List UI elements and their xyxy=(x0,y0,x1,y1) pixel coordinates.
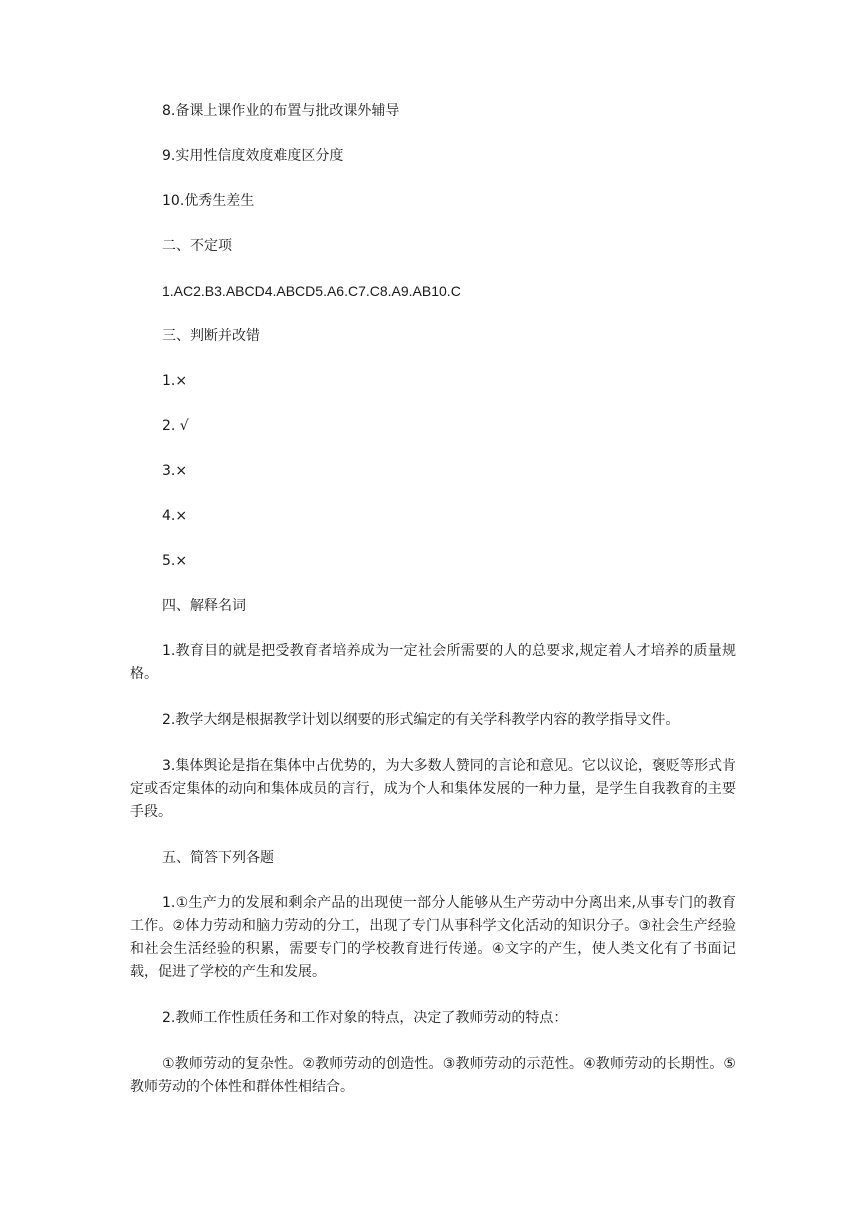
definition-1: 1.教育目的就是把受教育者培养成为一定社会所需要的人的总要求,规定着人才培养的质量规格。 xyxy=(130,643,736,682)
short-answer-2-detail: ①教师劳动的复杂性。②教师劳动的创造性。③教师劳动的示范性。④教师劳动的长期性。⑤教师劳动的个体性和群体性相结合。 xyxy=(130,1056,736,1095)
definition-3: 3.集体舆论是指在集体中占优势的，为大多数人赞同的言论和意见。它以议论，褒贬等形式肯定或否定集体的动向和集体成员的言行，成为个人和集体发展的一种力量，是学生自我教育的主要手段。 xyxy=(130,758,736,820)
short-answer-1: 1.①生产力的发展和剩余产品的出现使一部分人能够从生产劳动中分离出来,从事专门的教育工作。②体力劳动和脑力劳动的分工，出现了专门从事科学文化活动的知识分子。③社会生产经验和社会生活经验的积累，需要专门的学校教育进行传递。④文字的产生，使人类文化有了书面记载，促进了学校的产生和发展。 xyxy=(130,895,736,980)
answer-line-8: 8.备课上课作业的布置与批改课外辅导 xyxy=(162,103,400,119)
document-body xyxy=(130,100,736,1122)
judgment-answer-2: 2. √ xyxy=(162,418,189,434)
answer-line-9: 9.实用性信度效度难度区分度 xyxy=(162,148,344,164)
section-heading-2: 二、不定项 xyxy=(162,238,232,254)
short-answer-2: 2.教师工作性质任务和工作对象的特点，决定了教师劳动的特点： xyxy=(162,1010,568,1026)
section-heading-5: 五、简答下列各题 xyxy=(162,850,274,866)
section-heading-3: 三、判断并改错 xyxy=(162,328,260,344)
judgment-answer-5: 5.× xyxy=(162,553,188,569)
section-heading-4: 四、解释名词 xyxy=(162,598,246,614)
multiple-choice-answers: 1.AC2.B3.ABCD4.ABCD5.A6.C7.C8.A9.AB10.C xyxy=(162,283,461,299)
judgment-answer-3: 3.× xyxy=(162,463,188,479)
answer-line-10: 10.优秀生差生 xyxy=(162,193,255,209)
definition-2: 2.教学大纲是根据教学计划以纲要的形式编定的有关学科教学内容的教学指导文件。 xyxy=(162,712,680,728)
judgment-answer-4: 4.× xyxy=(162,508,188,524)
judgment-answer-1: 1.× xyxy=(162,373,188,389)
